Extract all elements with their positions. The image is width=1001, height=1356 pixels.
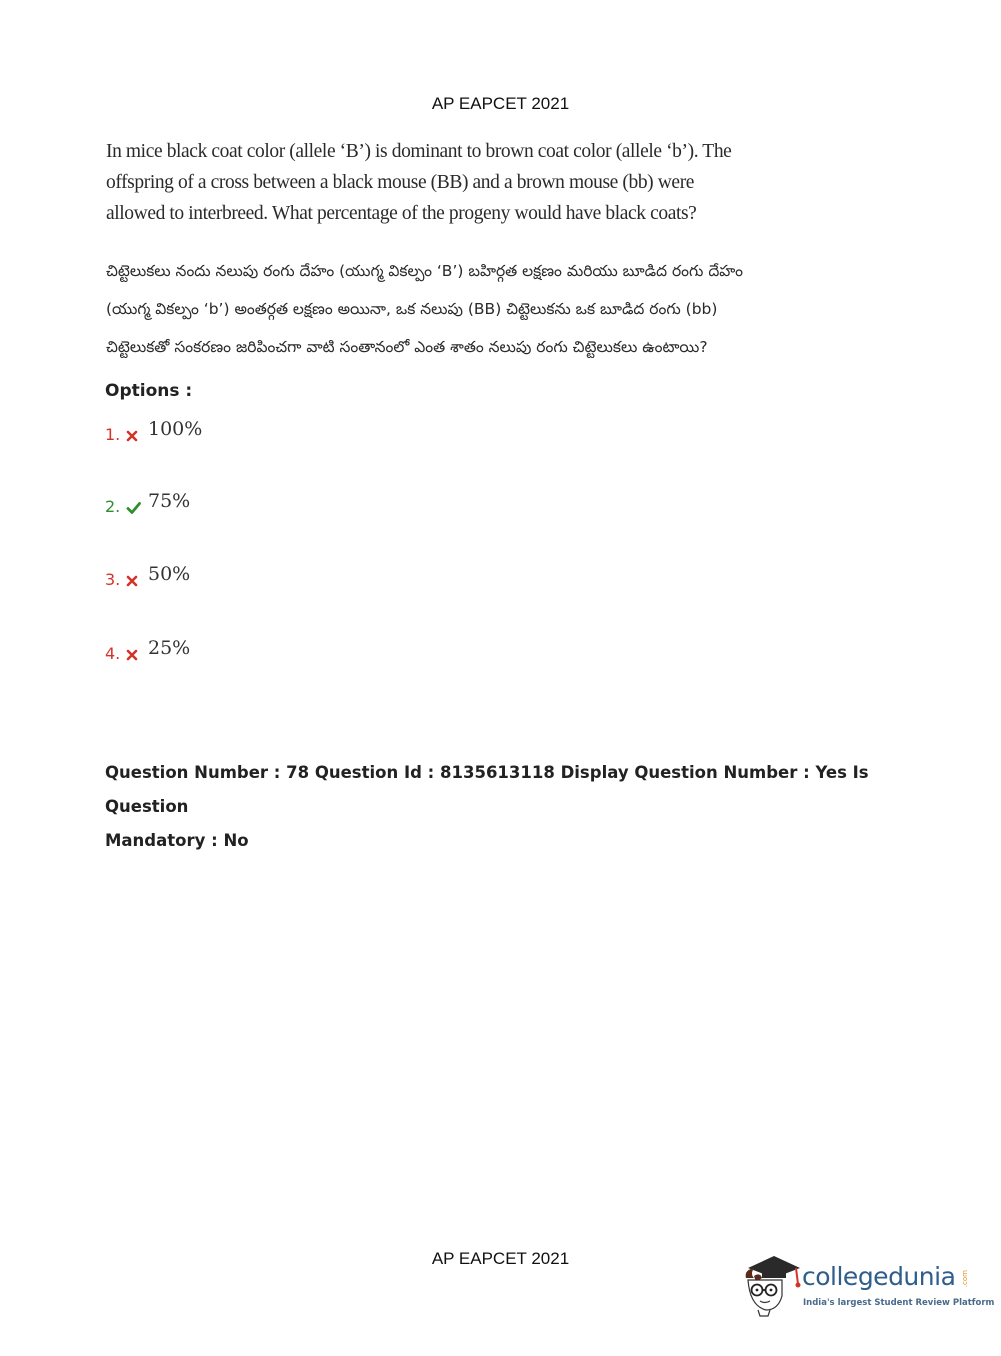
option-1 bbox=[105, 414, 405, 444]
option-text: 25% bbox=[148, 637, 191, 659]
logo-suffix: .com bbox=[961, 1270, 969, 1288]
page-footer: AP EAPCET 2021 bbox=[431, 1249, 570, 1268]
mascot-graduate-icon bbox=[740, 1248, 802, 1318]
question-meta bbox=[105, 756, 905, 858]
logo-tagline: India's largest Student Review Platform bbox=[803, 1298, 995, 1308]
option-number: 2. bbox=[105, 497, 121, 516]
check-icon bbox=[125, 501, 142, 515]
option-text: 50% bbox=[148, 563, 191, 585]
option-text: 75% bbox=[148, 490, 191, 512]
question-meta-line-2: Mandatory : No bbox=[105, 831, 249, 850]
collegedunia-logo bbox=[740, 1248, 995, 1318]
options-label: Options : bbox=[105, 381, 193, 401]
question-meta-line-1: Question Number : 78 Question Id : 8135613118 Display Question Number : Yes Is Question bbox=[105, 763, 869, 816]
cross-icon bbox=[125, 574, 139, 588]
cross-icon bbox=[125, 648, 139, 662]
option-2 bbox=[105, 486, 405, 516]
question-text-telugu: చిట్టెలుకలు నందు నలుపు రంగు దేహం (యుగ్మ వికల్పం ‘B’) బహిర్గత లక్షణం మరియు బూడిద రంగు దేహం (యుగ్మ వికల్పం ‘b’) అంతర్గత లక్షణం అయినా, ఒక నలుపు (BB) చిట్టెలుకను ఒక బూడిద రంగు (bb) చిట్టెలుకతో సంకరణం జరిపించగా వాటి సంతానంలో ఎంత శాతం నలుపు రంగు చిట్టెలుకలు ఉంటాయి? bbox=[106, 262, 743, 356]
option-4 bbox=[105, 633, 405, 663]
logo-brand-text: collegedunia bbox=[802, 1262, 956, 1291]
page-header: AP EAPCET 2021 bbox=[431, 94, 570, 113]
option-number: 4. bbox=[105, 644, 121, 663]
question-text-english: In mice black coat color (allele ‘B’) is dominant to brown coat color (allele ‘b’). The offspring of a cross between a black mouse (BB) and a brown mouse (bb) were allowed to interbreed. What percentage of the progeny would have black coats? bbox=[106, 141, 732, 224]
option-text: 100% bbox=[148, 418, 203, 440]
cross-icon bbox=[125, 429, 139, 443]
option-number: 1. bbox=[105, 425, 121, 444]
option-number: 3. bbox=[105, 570, 121, 589]
option-3 bbox=[105, 559, 405, 589]
